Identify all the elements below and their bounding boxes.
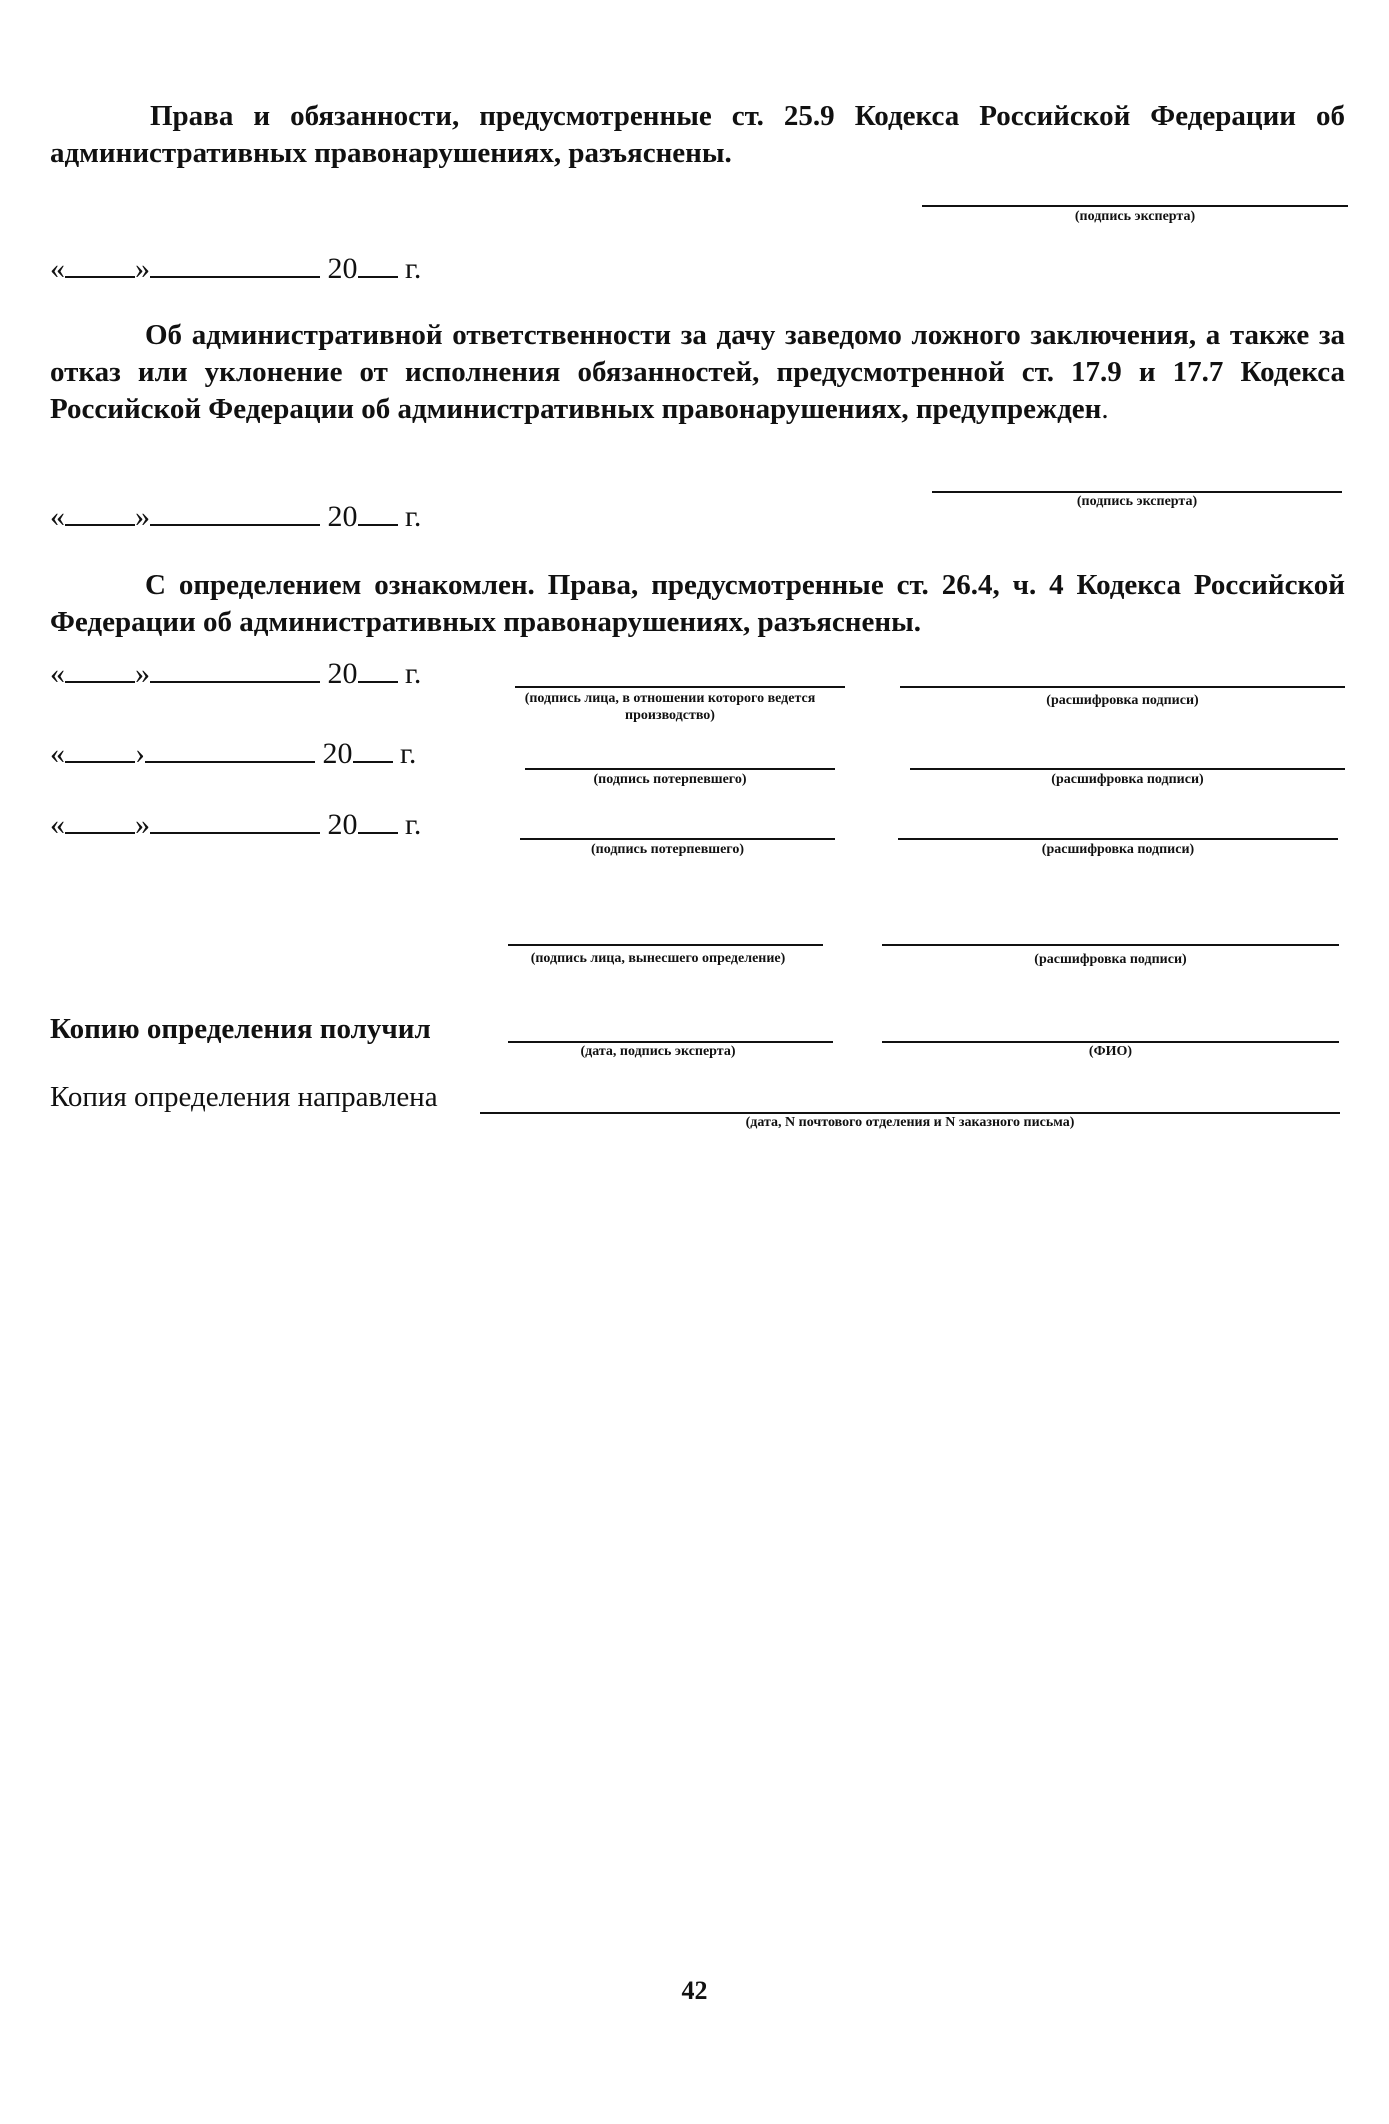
accused-transcript-caption: (расшифровка подписи) (1046, 693, 1199, 708)
copy-sent-label: Копия определения направлена (50, 1081, 438, 1113)
issuer-signature-line (508, 944, 823, 946)
expert-signature-caption-2: (подпись эксперта) (1076, 494, 1198, 509)
copy-sent-caption: (дата, N почтового отделения и N заказного письма) (745, 1115, 1075, 1130)
copy-received-name-caption: (ФИО) (1088, 1044, 1133, 1059)
expert-signature-line-1 (922, 205, 1348, 207)
page-number: 42 (681, 1976, 708, 2005)
date-line-3: « » 20 г. (50, 657, 422, 690)
acquaintance-paragraph (50, 567, 1345, 641)
liability-text: Об административной ответственности за дачу заведомо ложного заключения, а также за отказ или уклонение от исполнения обязанностей, предусмотренной ст. 17.9 и 17.7 Кодекса Российской Федерации об административных правонарушениях, предупрежден (50, 319, 1345, 425)
rights-text: Права и обязанности, предусмотренные ст. 25.9 Кодекса Российской Федерации об административных правонарушениях, разъяснены. (50, 100, 1345, 169)
victim-transcript-caption-2: (расшифровка подписи) (1041, 842, 1195, 857)
issuer-signature-caption: (подпись лица, вынесшего определение) (530, 951, 786, 966)
date-line-4: « › 20 г. (50, 737, 417, 770)
copy-received-label: Копию определения получил (50, 1013, 431, 1045)
issuer-transcript-caption: (расшифровка подписи) (1034, 952, 1187, 967)
liability-paragraph: Об административной ответственности за дачу заведомо ложного заключения, а также за отказ или уклонение от исполнения обязанностей, предусмотренной ст. 17.9 и 17.7 Кодекса Российской Федерации об административных правонарушениях, предупрежден. (50, 319, 1345, 425)
acquaintance-lead: С определением ознакомлен. (145, 569, 535, 601)
rights-paragraph (50, 98, 1345, 172)
victim-signature-line-1 (525, 768, 835, 770)
date-line-5: « » 20 г. (50, 808, 422, 841)
copy-received-signature-caption: (дата, подпись эксперта) (580, 1044, 736, 1059)
expert-signature-caption-1: (подпись эксперта) (1074, 209, 1196, 224)
victim-transcript-line-1 (910, 768, 1345, 770)
date-line-1: « » 20 г. (50, 252, 422, 285)
victim-transcript-caption-1: (расшифровка подписи) (1051, 772, 1204, 787)
victim-signature-caption-2: (подпись потерпевшего) (591, 842, 744, 857)
victim-signature-line-2 (520, 838, 835, 840)
date-line-2: « » 20 г. (50, 500, 422, 533)
accused-signature-caption: (подпись лица, в отношении которого ведется производство) (524, 691, 816, 723)
victim-transcript-line-2 (898, 838, 1338, 840)
issuer-transcript-line (882, 944, 1339, 946)
accused-transcript-line (900, 686, 1345, 688)
victim-signature-caption-1: (подпись потерпевшего) (593, 772, 747, 787)
accused-signature-line (515, 686, 845, 688)
acquaintance-rest: Права, предусмотренные ст. 26.4, ч. 4 Кодекса Российской Федерации об административных правонарушениях, разъяснены. (50, 569, 1345, 638)
